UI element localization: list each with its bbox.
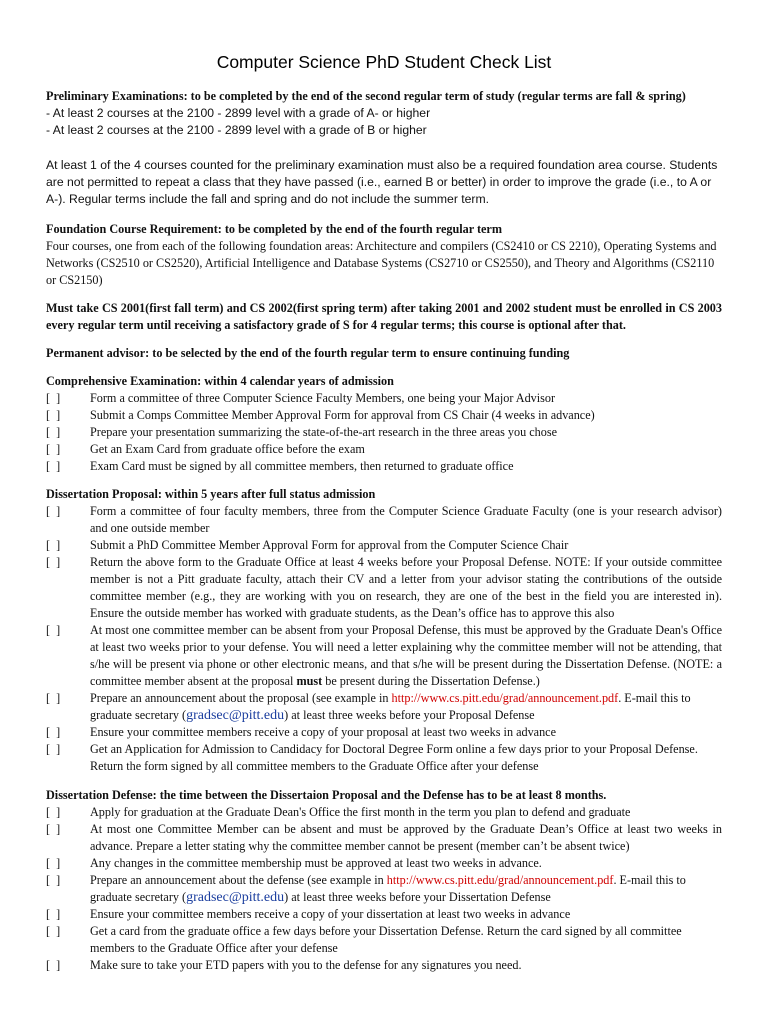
comps-item: [ ] Form a committee of three Computer Science Faculty Members, one being your Major Advisor (46, 391, 556, 405)
checkbox[interactable]: [ ] (46, 856, 61, 870)
preliminary-line-2: - At least 2 courses at the 2100 - 2899 level with a grade of B or higher (46, 123, 427, 137)
checkbox[interactable]: [ ] (46, 725, 61, 739)
comps-item: [ ] Get an Exam Card from graduate office before the exam (46, 442, 365, 456)
section-proposal (46, 486, 722, 775)
section-preliminary (46, 88, 722, 139)
preliminary-line-1: - At least 2 courses at the 2100 - 2899 level with a grade of A- or higher (46, 106, 431, 120)
section-defense (46, 787, 722, 974)
comps-item: [ ] Exam Card must be signed by all committee members, then returned to graduate office (46, 459, 514, 473)
checkbox[interactable]: [ ] (46, 907, 61, 921)
proposal-item (46, 690, 722, 724)
defense-item (46, 872, 722, 906)
checkbox[interactable]: [ ] (46, 408, 61, 422)
checkbox[interactable]: [ ] (46, 442, 61, 456)
section-foundation (46, 221, 722, 289)
proposal-absence-text: At most one committee member can be absent from your Proposal Defense, this must be approved by the Graduate Dean's Office at least two weeks prior to your defense. You will need a letter explaining why the committee member will not be attending, that s/he will be present via phone or other electronic means, and that s/he will be present during the Dissertation Defense. (NOTE: a committee member absent at the proposal must be present during the Dissertation Defense.) (90, 623, 722, 688)
checkbox[interactable]: [ ] (46, 924, 61, 938)
checkbox[interactable]: [ ] (46, 459, 61, 473)
proposal-heading: Dissertation Proposal: within 5 years after full status admission (46, 487, 376, 501)
checkbox[interactable]: [ ] (46, 425, 61, 439)
defense-item: [ ] Any changes in the committee membership must be approved at least two weeks in advance. (46, 856, 542, 870)
checkbox[interactable]: [ ] (46, 691, 61, 705)
checkbox[interactable]: [ ] (46, 958, 61, 972)
comps-item: [ ] Submit a Comps Committee Member Approval Form for approval from CS Chair (4 weeks in advance) (46, 408, 595, 422)
proposal-item: [ ] Form a committee of four faculty members, three from the Computer Science Graduate Faculty (one is your research advisor) and one outside member (46, 504, 722, 535)
comps-item: [ ] Prepare your presentation summarizing the state-of-the-art research in the three areas you chose (46, 425, 557, 439)
proposal-item: [ ] Return the above form to the Graduate Office at least 4 weeks before your Proposal Defense. NOTE: If your outside committee member is not a Pitt graduate faculty, attach their CV and a letter from your advisor stating the contributions of the outside committee member (e.g., they are working with you on research, they are one of the best in the field you are interested in). Ensure the outside member has worked with graduate students, as the Dean’s office has to approve this also (46, 555, 722, 620)
checkbox[interactable]: [ ] (46, 742, 61, 756)
defense-item: [ ] Make sure to take your ETD papers with you to the defense for any signatures you need. (46, 958, 522, 972)
checkbox[interactable]: [ ] (46, 391, 61, 405)
checkbox[interactable]: [ ] (46, 822, 61, 836)
permanent-advisor: Permanent advisor: to be selected by the end of the fourth regular term to ensure continuing funding (46, 346, 570, 360)
checkbox[interactable]: [ ] (46, 873, 61, 887)
proposal-item: [ ] Get an Application for Admission to Candidacy for Doctoral Degree Form online a few days prior to your Proposal Defense. Return the form signed by all committee members to the Graduate Office after your defense (46, 742, 698, 773)
preliminary-heading: Preliminary Examinations: to be completed by the end of the second regular term of study (regular terms are fall & spring) (46, 89, 686, 103)
defense-item: [ ] Apply for graduation at the Graduate Dean's Office the first month in the term you plan to defend and graduate (46, 805, 631, 819)
foundation-text: Four courses, one from each of the following foundation areas: Architecture and compilers (CS2410 or CS 2210), Operating Systems and Networks (CS2510 or CS2520), Artificial Intelligence and Database Systems (CS2710 or CS2550), and Theory and Algorithms (CS2110 or CS2150) (46, 239, 717, 287)
checkbox[interactable]: [ ] (46, 623, 61, 637)
defense-item: [ ] Get a card from the graduate office a few days before your Dissertation Defense. Return the card signed by all committee members to the Graduate Office after your defense (46, 924, 682, 955)
proposal-item (46, 622, 722, 690)
checkbox[interactable]: [ ] (46, 538, 61, 552)
announcement-link[interactable]: http://www.cs.pitt.edu/grad/announcement.pdf (391, 691, 619, 705)
gradsec-email-link[interactable]: gradsec@pitt.edu (186, 890, 285, 905)
cs2001-requirement: Must take CS 2001(first fall term) and CS 2002(first spring term) after taking 2001 and 2002 student must be enrolled in CS 2003 every regular term until receiving a satisfactory grade of S for 4 regular terms; this course is optional after that. (46, 301, 722, 332)
gradsec-email-link[interactable]: gradsec@pitt.edu (186, 708, 285, 723)
section-comprehensive (46, 373, 722, 475)
defense-announcement-text: Prepare an announcement about the defense (see example in http://www.cs.pitt.edu/grad/announcement.pdf. E-mail this to graduate secretary (gradsec@pitt.edu) at least three weeks before your Dissertation Defense (90, 873, 686, 905)
foundation-heading: Foundation Course Requirement: to be completed by the end of the fourth regular term (46, 222, 502, 236)
checkbox[interactable]: [ ] (46, 504, 61, 518)
checkbox[interactable]: [ ] (46, 555, 61, 569)
proposal-item: [ ] Ensure your committee members receive a copy of your proposal at least two weeks in advance (46, 725, 557, 739)
comps-heading: Comprehensive Examination: within 4 calendar years of admission (46, 374, 394, 388)
proposal-announcement-text: Prepare an announcement about the proposal (see example in http://www.cs.pitt.edu/grad/announcement.pdf. E-mail this to graduate secretary (gradsec@pitt.edu) at least three weeks before your Proposal Defense (90, 691, 691, 723)
announcement-link[interactable]: http://www.cs.pitt.edu/grad/announcement.pdf (386, 873, 614, 887)
defense-item: [ ] At most one Committee Member can be absent and must be approved by the Graduate Dean’s Office at least two weeks in advance. Prepare a letter stating why the committee member cannot be present (member can’t be absent twice) (46, 822, 722, 853)
proposal-item: [ ] Submit a PhD Committee Member Approval Form for approval from the Computer Science Chair (46, 538, 569, 552)
defense-heading: Dissertation Defense: the time between the Dissertaion Proposal and the Defense has to be at least 8 months. (46, 788, 607, 802)
checkbox[interactable]: [ ] (46, 805, 61, 819)
defense-item: [ ] Ensure your committee members receive a copy of your dissertation at least two weeks in advance (46, 907, 571, 921)
page-title: Computer Science PhD Student Check List (216, 52, 552, 72)
preliminary-note: At least 1 of the 4 courses counted for the preliminary examination must also be a required foundation area course. Students are not permitted to repeat a class that they have passed (i.e., earned B or better) in order to improve the grade (i.e., to A or A-). Regular terms include the fall and spring and do not include the summer term. (46, 158, 718, 206)
